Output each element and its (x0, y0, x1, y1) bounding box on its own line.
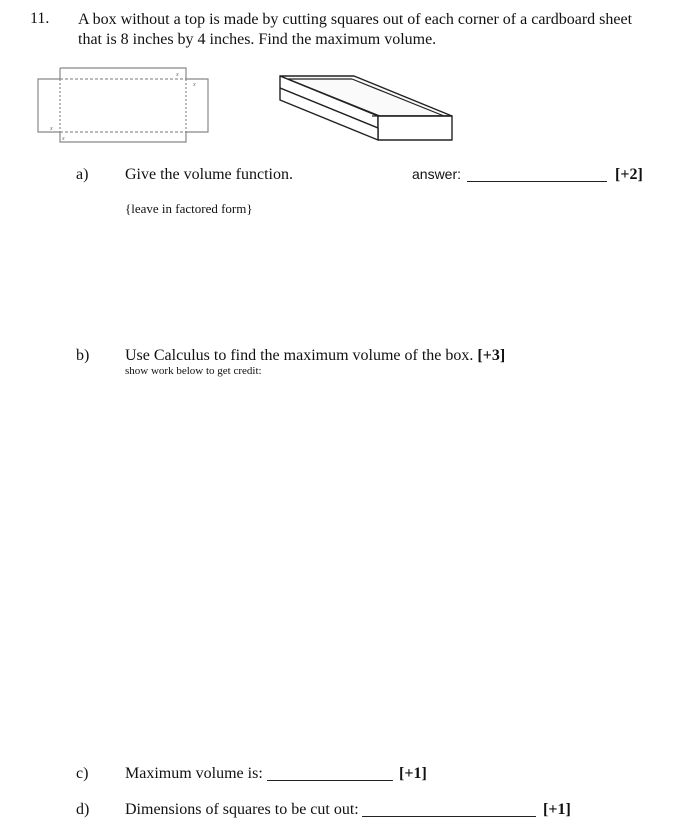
question-text-line-1: A box without a top is made by cutting squares out of each corner of a cardboard sheet (78, 11, 633, 28)
part-b-points: [+3] (477, 347, 506, 364)
part-b-note: show work below to get credit: (125, 365, 262, 377)
corner-label-top-right: x (176, 72, 179, 78)
part-a-prompt: Give the volume function. (125, 166, 293, 183)
part-d-answer-blank[interactable] (362, 802, 536, 817)
corner-label-left: x (50, 126, 53, 132)
part-a-answer-blank[interactable] (467, 167, 607, 182)
flat-sheet-diagram (36, 64, 210, 146)
part-d-prompt: Dimensions of squares to be cut out: (125, 801, 359, 818)
question-text (78, 10, 668, 50)
question-number: 11. (30, 10, 50, 27)
open-box-diagram (276, 72, 458, 144)
part-c-letter: c) (76, 765, 89, 782)
part-a-letter: a) (76, 166, 89, 183)
corner-label-right: x (193, 82, 196, 88)
part-b-prompt-text: Use Calculus to find the maximum volume of the box. (125, 347, 474, 364)
part-a-note: {leave in factored form} (125, 201, 253, 216)
part-a-answer-label: answer: (412, 166, 462, 182)
work-area[interactable] (125, 385, 645, 755)
part-d-letter: d) (76, 801, 90, 818)
corner-label-bottom-left: x (62, 136, 65, 142)
part-c-points: [+1] (399, 765, 427, 782)
part-a-points: [+2] (615, 166, 643, 183)
question-text-line-2: that is 8 inches by 4 inches. Find the maximum volume. (78, 31, 437, 48)
part-c-answer-blank[interactable] (267, 766, 393, 781)
part-b-prompt (125, 347, 505, 365)
part-b-letter: b) (76, 347, 90, 364)
part-d-points: [+1] (543, 801, 571, 818)
part-c-prompt: Maximum volume is: (125, 765, 263, 782)
